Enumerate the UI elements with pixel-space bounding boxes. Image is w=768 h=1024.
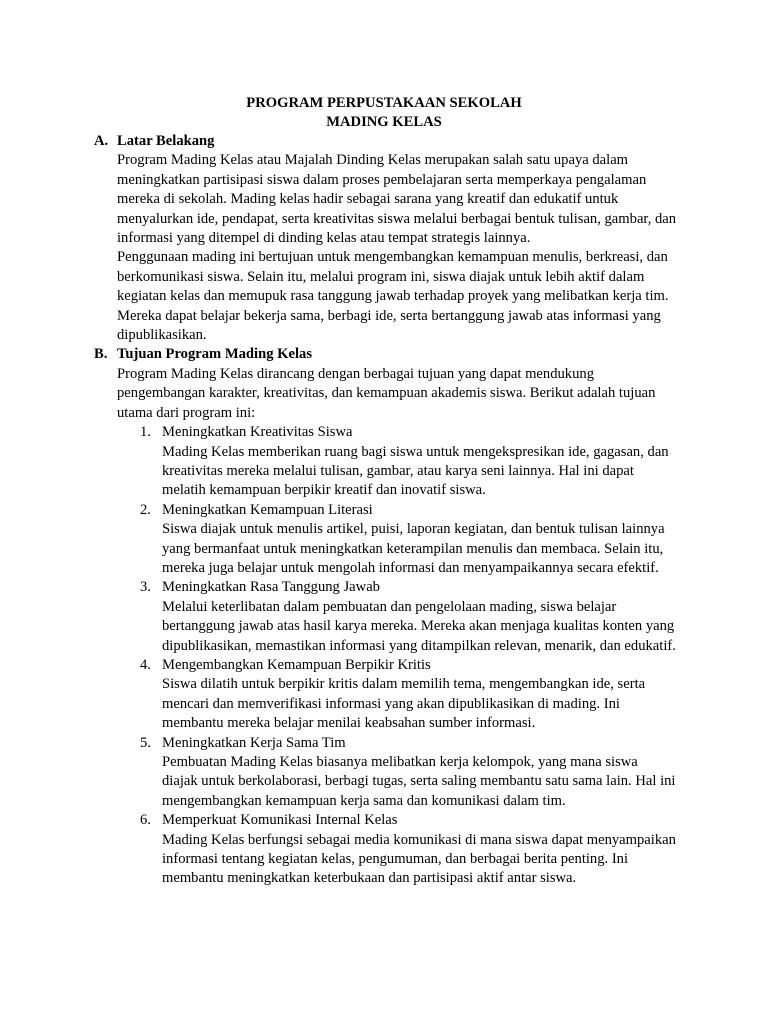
list-item-number: 6.	[140, 812, 151, 829]
list-item	[117, 656, 677, 734]
section-title: Latar Belakang	[117, 133, 215, 149]
section-heading	[94, 345, 694, 364]
document-body	[94, 132, 694, 889]
list-item-description: Mading Kelas memberikan ruang bagi siswa untuk mengekspresikan ide, gagasan, dan kreativitas mereka melalui tulisan, gambar, atau karya seni lainnya. Hal ini dapat melatih kemampuan berpikir kreatif dan inovatif siswa.	[162, 443, 669, 499]
list-item-number: 1.	[140, 424, 151, 441]
list-item	[117, 501, 677, 579]
list-item-description: Mading Kelas berfungsi sebagai media komunikasi di mana siswa dapat menyampaikan informasi tentang kegiatan kelas, pengumuman, dan berbagai berita penting. Ini membantu meningkatkan keterbukaan dan partisipasi aktif antar siswa.	[162, 831, 676, 887]
title-line-1: PROGRAM PERPUSTAKAAN SEKOLAH	[246, 95, 522, 111]
list-item-description: Siswa diajak untuk menulis artikel, puisi, laporan kegiatan, dan bentuk tulisan lainnya yang bermanfaat untuk meningkatkan keterampilan menulis dan membaca. Selain itu, mereka juga belajar untuk mengolah informasi dan menyampaikannya secara efektif.	[162, 521, 665, 576]
list-item-number: 5.	[140, 734, 151, 751]
list-item	[117, 811, 677, 889]
paragraph: Program Mading Kelas atau Majalah Dinding Kelas merupakan salah satu upaya dalam meningkatkan partisipasi siswa dalam proses pembelajaran serta memperkaya pengalaman mereka di sekolah. Mading kelas hadir sebagai sarana yang kreatif dan edukatif untuk menyalurkan ide, pendapat, serta kreativitas siswa melalui berbagai bentuk tulisan, gambar, dan informasi yang ditempel di dinding kelas atau tempat strategis lainnya.	[117, 152, 677, 247]
list-item-number: 2.	[140, 501, 151, 518]
section-body	[94, 151, 677, 345]
section-title: Tujuan Program Mading Kelas	[117, 346, 313, 363]
paragraph: Program Mading Kelas dirancang dengan berbagai tujuan yang dapat mendukung pengembangan karakter, kreativitas, dan kemampuan akademis siswa. Berikut adalah tujuan utama dari program ini:	[117, 365, 656, 421]
list-item-title: Meningkatkan Kerja Sama Tim	[162, 734, 346, 751]
list-item-title: Mengembangkan Kemampuan Berpikir Kritis	[162, 656, 431, 673]
list-item-description: Siswa dilatih untuk berpikir kritis dalam memilih tema, mengembangkan ide, serta mencari dan memverifikasi informasi yang akan dipublikasikan di mading. Ini membantu mereka belajar menilai keabsahan sumber informasi.	[162, 676, 646, 732]
list-item-description: Melalui keterlibatan dalam pembuatan dan pengelolaan mading, siswa belajar bertanggung jawab atas hasil karya mereka. Mereka akan menjaga kualitas konten yang dipublikasikan, memastikan informasi yang ditampilkan relevan, menarik, dan edukatif.	[162, 598, 676, 654]
paragraph: Penggunaan mading ini bertujuan untuk mengembangkan kemampuan menulis, berkreasi, dan berkomunikasi siswa. Selain itu, melalui program ini, siswa diajak untuk lebih aktif dalam kegiatan kelas dan memupuk rasa tanggung jawab terhadap proyek yang melibatkan kerja tim. Mereka dapat belajar bekerja sama, berbagi ide, serta bertanggung jawab atas informasi yang dipublikasikan.	[117, 249, 669, 344]
list-item-number: 4.	[140, 656, 151, 673]
list-item-title: Memperkuat Komunikasi Internal Kelas	[162, 812, 398, 829]
list-item	[117, 734, 677, 812]
section-letter: A.	[94, 133, 109, 149]
section-tujuan-program	[94, 345, 694, 888]
list-item-title: Meningkatkan Kreativitas Siswa	[162, 424, 353, 441]
title-line-2: MADING KELAS	[326, 114, 442, 131]
list-item	[117, 578, 677, 656]
goals-list	[117, 423, 677, 889]
section-body	[94, 365, 677, 889]
document-title	[0, 94, 768, 133]
list-item-number: 3.	[140, 579, 151, 596]
list-item	[117, 423, 677, 501]
section-latar-belakang	[94, 132, 694, 345]
list-item-description: Pembuatan Mading Kelas biasanya melibatkan kerja kelompok, yang mana siswa diajak untuk berkolaborasi, berbagi tugas, serta saling membantu satu sama lain. Hal ini mengembangkan kemampuan kerja sama dan komunikasi dalam tim.	[162, 754, 676, 809]
section-heading	[94, 132, 694, 151]
list-item-title: Meningkatkan Rasa Tanggung Jawab	[162, 579, 380, 596]
section-letter: B.	[94, 346, 108, 363]
list-item-title: Meningkatkan Kemampuan Literasi	[162, 501, 373, 518]
